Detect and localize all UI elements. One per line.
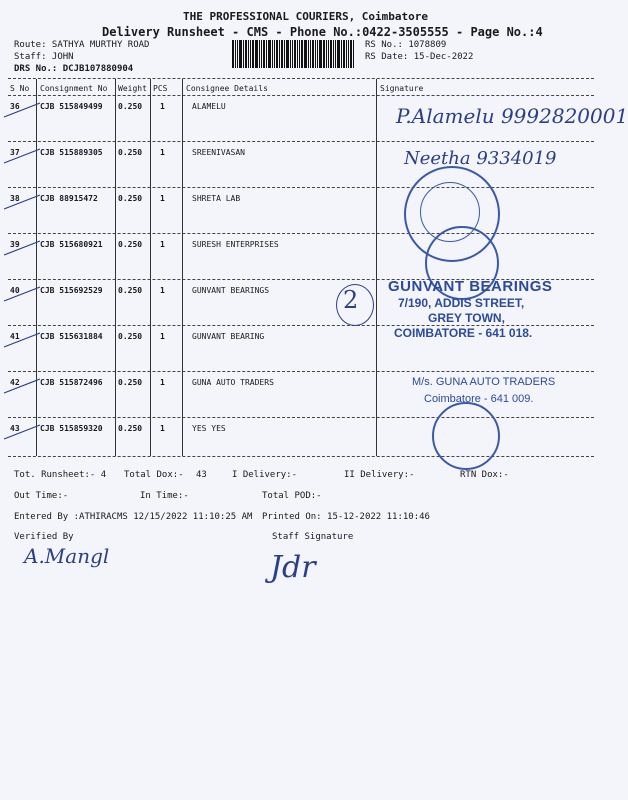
table-header-rule [8, 95, 594, 96]
row-consignee: GUNVANT BEARING [192, 332, 265, 341]
rtn-dox-label: RTN Dox:- [460, 470, 509, 480]
stamp-gunvant-city: COIMBATORE - 641 018. [394, 326, 533, 340]
col-header-pcs: PCS [153, 84, 168, 93]
row-weight: 0.250 [118, 194, 143, 203]
row-consignee: SHRETA LAB [192, 194, 241, 203]
row-pcs: 1 [160, 240, 165, 249]
barcode [232, 40, 360, 68]
row-rule [8, 187, 594, 188]
row-consignment: CJB 515859320 [40, 424, 103, 433]
col-divider [376, 79, 377, 456]
row-rule [8, 141, 594, 142]
in-time-label: In Time:- [140, 491, 189, 501]
row-consignment: CJB 88915472 [40, 194, 98, 203]
table-top-rule [8, 78, 594, 79]
col-divider [150, 79, 151, 456]
row-consignment: CJB 515631884 [40, 332, 103, 341]
col-header-sno: S No [10, 84, 30, 93]
row-consignment: CJB 515692529 [40, 286, 103, 295]
total-dox-label: Total Dox:- [124, 470, 184, 480]
ii-delivery-label: II Delivery:- [344, 470, 415, 480]
row-pcs: 1 [160, 148, 165, 157]
stamp-gunvant-name: GUNVANT BEARINGS [388, 278, 553, 295]
row-sno: 38 [10, 194, 20, 203]
tick-marks [0, 95, 45, 455]
company-name: THE PROFESSIONAL COURIERS, Coimbatore [183, 10, 429, 23]
route-label: Route: SATHYA MURTHY ROAD [14, 40, 150, 50]
drs-number: DRS No.: DCJB107880904 [14, 64, 134, 74]
stamp-gunvant-address: 7/190, ADDIS STREET, [398, 296, 525, 310]
i-delivery-label: I Delivery:- [232, 470, 298, 480]
row-consignee: GUNA AUTO TRADERS [192, 378, 274, 387]
table-bottom-rule [8, 456, 594, 457]
verified-by-label: Verified By [14, 532, 74, 542]
staff-signature: Jdr [270, 550, 316, 585]
document-title: Delivery Runsheet - CMS - Phone No.:0422-3505555 - Page No.:4 [102, 25, 543, 39]
rs-number: RS No.: 1078809 [365, 40, 447, 50]
row-consignment: CJB 515849499 [40, 102, 103, 111]
row-pcs: 1 [160, 286, 165, 295]
row-sno: 40 [10, 286, 20, 295]
staff-label: Staff: JOHN [14, 52, 74, 62]
stamp-gunvant-area: GREY TOWN, [428, 311, 505, 325]
stamp-guna-name: M/s. GUNA AUTO TRADERS [412, 376, 556, 388]
row-weight: 0.250 [118, 378, 143, 387]
row-sno: 43 [10, 424, 20, 433]
row-pcs: 1 [160, 194, 165, 203]
row-rule [8, 371, 594, 372]
row-consignee: ALAMELU [192, 102, 226, 111]
row-consignee: GUNVANT BEARINGS [192, 286, 270, 295]
row-consignee: YES YES [192, 424, 226, 433]
row-weight: 0.250 [118, 240, 143, 249]
row-weight: 0.250 [118, 424, 143, 433]
staff-signature-label: Staff Signature [272, 532, 354, 542]
round-stamp [432, 402, 500, 470]
row-weight: 0.250 [118, 332, 143, 341]
total-dox-value: 43 [196, 470, 207, 480]
row-consignee: SURESH ENTERPRISES [192, 240, 279, 249]
verified-signature: A.Mangl [24, 544, 110, 568]
row-sno: 42 [10, 378, 20, 387]
row-pcs: 1 [160, 102, 165, 111]
row-pcs: 1 [160, 424, 165, 433]
col-header-consignee: Consignee Details [186, 84, 268, 93]
row-weight: 0.250 [118, 286, 143, 295]
entered-by: Entered By :ATHIRACMS 12/15/2022 11:10:25 AM [14, 512, 253, 522]
row-weight: 0.250 [118, 102, 143, 111]
row-pcs: 1 [160, 378, 165, 387]
row-rule [8, 417, 594, 418]
col-header-consignment: Consignment No [40, 84, 108, 93]
stamp-guna-city: Coimbatore - 641 009. [424, 393, 534, 405]
row-consignment: CJB 515680921 [40, 240, 103, 249]
row-consignment: CJB 515872496 [40, 378, 103, 387]
row-pcs: 1 [160, 332, 165, 341]
total-pod-label: Total POD:- [262, 491, 322, 501]
signature-neetha: Neetha 9334019 [404, 148, 557, 169]
row-sno: 39 [10, 240, 20, 249]
circled-mark: 2 [343, 286, 359, 314]
circle-mark [336, 284, 374, 326]
row-sno: 37 [10, 148, 20, 157]
rs-date: RS Date: 15-Dec-2022 [365, 52, 474, 62]
row-consignment: CJB 515889305 [40, 148, 103, 157]
col-divider [182, 79, 183, 456]
row-rule [8, 233, 594, 234]
signature-alamelu: P.Alamelu 9992820001 [396, 104, 628, 128]
row-weight: 0.250 [118, 148, 143, 157]
row-sno: 36 [10, 102, 20, 111]
row-consignee: SREENIVASAN [192, 148, 245, 157]
col-header-signature: Signature [380, 84, 424, 93]
out-time-label: Out Time:- [14, 491, 69, 501]
col-divider [115, 79, 116, 456]
total-runsheet: Tot. Runsheet:- 4 [14, 470, 107, 480]
row-sno: 41 [10, 332, 20, 341]
col-header-weight: Weight [118, 84, 147, 93]
printed-on: Printed On: 15-12-2022 11:10:46 [262, 512, 430, 522]
